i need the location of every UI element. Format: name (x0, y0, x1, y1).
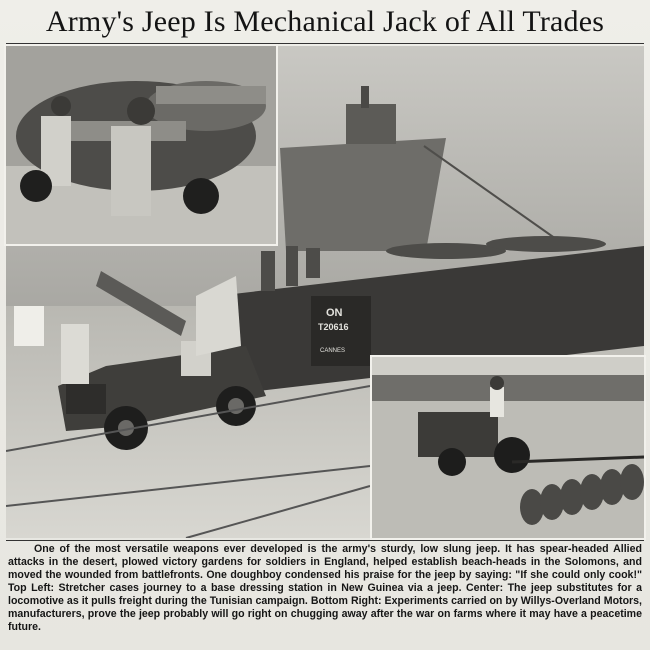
photo-top-left-image (6, 46, 276, 244)
headline: Army's Jeep Is Mechanical Jack of All Trades (45, 5, 605, 38)
photo-bottom-right-image (372, 357, 644, 538)
photo-jeep-plowing (372, 357, 644, 538)
rail-marking-1: ON (326, 307, 343, 319)
caption-rule (6, 540, 644, 541)
rail-marking-2: T20616 (318, 322, 349, 332)
photo-caption: One of the most versatile weapons ever developed is the army's sturdy, low slung jeep. It has spear-headed Allied attacks in the desert, plowed victory gardens for soldiers in England, helped establish beach-heads in the Solomons, and moved the wounded from battlefronts. One doughboy condensed his praise for the jeep by saying: "If she could only cook!" Top Left: Stretcher cases journey to a base dressing station in New Guinea via a jeep. Center: The jeep substitutes for a locomotive as it pulls freight during the Tunisian campaign. Bottom Right: Experiments carried on by Willys-Overland Motors, manufacturers, prove the jeep probably will go right on chugging away after the war on farms where it may have a peacetime future. (8, 543, 642, 633)
headline-rule (6, 43, 644, 44)
photo-stretcher-jeep (6, 46, 276, 244)
rail-marking-3: CANNES (320, 348, 346, 354)
